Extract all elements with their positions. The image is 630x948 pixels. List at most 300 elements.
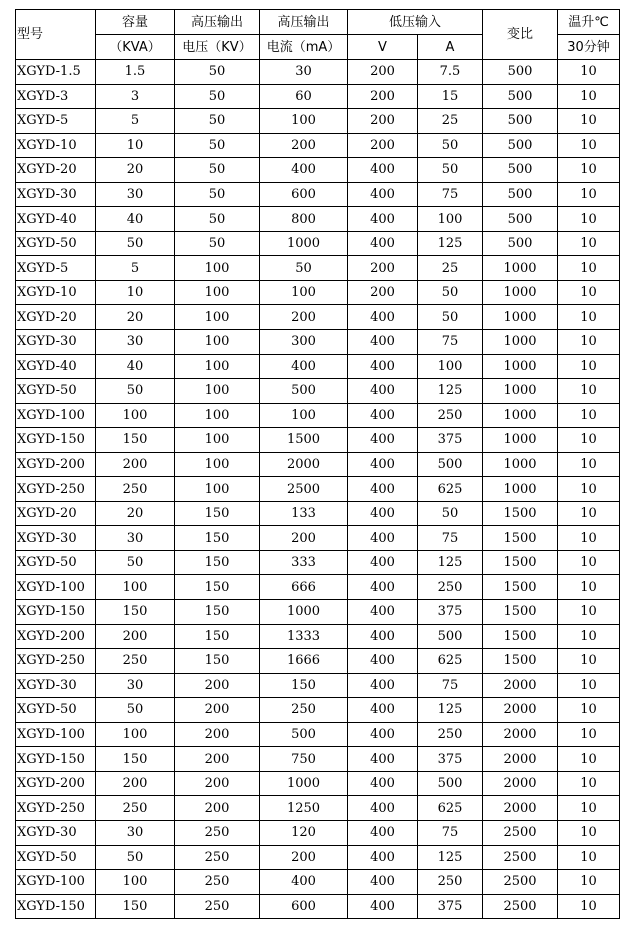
table-row	[16, 894, 620, 919]
cell-hv-current: 200	[260, 133, 348, 158]
cell-hv-voltage: 100	[175, 305, 260, 330]
cell-model: XGYD-20	[16, 158, 96, 183]
cell-model: XGYD-200	[16, 452, 96, 477]
cell-lv-current: 50	[418, 501, 483, 526]
cell-model: XGYD-10	[16, 133, 96, 158]
cell-ratio: 1000	[483, 256, 558, 281]
cell-hv-voltage: 150	[175, 501, 260, 526]
cell-ratio: 2000	[483, 771, 558, 796]
cell-ratio: 500	[483, 231, 558, 256]
cell-temp-rise: 10	[558, 477, 620, 502]
cell-lv-current: 375	[418, 428, 483, 453]
cell-ratio: 1000	[483, 354, 558, 379]
cell-temp-rise: 10	[558, 207, 620, 232]
cell-hv-voltage: 150	[175, 550, 260, 575]
table-row	[16, 403, 620, 428]
cell-hv-voltage: 250	[175, 870, 260, 895]
header-hv-output-voltage: 高压输出	[175, 10, 260, 35]
cell-hv-current: 200	[260, 305, 348, 330]
cell-hv-voltage: 250	[175, 820, 260, 845]
table-row	[16, 771, 620, 796]
table-row	[16, 428, 620, 453]
table-body	[16, 60, 620, 919]
cell-lv-voltage: 400	[348, 428, 418, 453]
header-hv-voltage-unit: 电压（KV）	[175, 35, 260, 60]
cell-lv-voltage: 400	[348, 894, 418, 919]
cell-hv-current: 1500	[260, 428, 348, 453]
table-row	[16, 477, 620, 502]
table-row	[16, 452, 620, 477]
cell-temp-rise: 10	[558, 280, 620, 305]
cell-temp-rise: 10	[558, 305, 620, 330]
cell-hv-voltage: 150	[175, 624, 260, 649]
cell-lv-current: 250	[418, 722, 483, 747]
table-row	[16, 60, 620, 85]
cell-model: XGYD-20	[16, 501, 96, 526]
table-row	[16, 231, 620, 256]
cell-hv-voltage: 200	[175, 771, 260, 796]
cell-temp-rise: 10	[558, 649, 620, 674]
cell-model: XGYD-50	[16, 698, 96, 723]
table-row	[16, 796, 620, 821]
cell-ratio: 1000	[483, 330, 558, 355]
cell-model: XGYD-30	[16, 820, 96, 845]
cell-lv-current: 125	[418, 845, 483, 870]
cell-lv-voltage: 400	[348, 452, 418, 477]
cell-capacity: 30	[96, 330, 175, 355]
cell-lv-voltage: 200	[348, 133, 418, 158]
cell-ratio: 2000	[483, 722, 558, 747]
cell-hv-current: 333	[260, 550, 348, 575]
cell-lv-current: 15	[418, 84, 483, 109]
cell-capacity: 200	[96, 624, 175, 649]
cell-hv-current: 100	[260, 280, 348, 305]
cell-hv-voltage: 50	[175, 231, 260, 256]
cell-capacity: 50	[96, 698, 175, 723]
cell-hv-current: 2000	[260, 452, 348, 477]
cell-capacity: 150	[96, 428, 175, 453]
cell-lv-voltage: 400	[348, 354, 418, 379]
cell-model: XGYD-150	[16, 747, 96, 772]
cell-ratio: 500	[483, 84, 558, 109]
cell-ratio: 500	[483, 207, 558, 232]
header-temp-rise: 温升℃	[558, 10, 620, 35]
cell-capacity: 250	[96, 796, 175, 821]
cell-capacity: 20	[96, 501, 175, 526]
cell-ratio: 1000	[483, 403, 558, 428]
cell-capacity: 10	[96, 280, 175, 305]
cell-hv-voltage: 200	[175, 698, 260, 723]
table-row	[16, 305, 620, 330]
cell-model: XGYD-50	[16, 379, 96, 404]
cell-lv-voltage: 400	[348, 330, 418, 355]
cell-hv-current: 666	[260, 575, 348, 600]
cell-lv-voltage: 400	[348, 698, 418, 723]
cell-hv-voltage: 100	[175, 379, 260, 404]
table-row	[16, 84, 620, 109]
cell-ratio: 1500	[483, 649, 558, 674]
cell-lv-current: 7.5	[418, 60, 483, 85]
cell-hv-current: 800	[260, 207, 348, 232]
cell-hv-voltage: 50	[175, 158, 260, 183]
cell-hv-current: 600	[260, 182, 348, 207]
cell-lv-voltage: 400	[348, 649, 418, 674]
cell-temp-rise: 10	[558, 575, 620, 600]
cell-hv-current: 133	[260, 501, 348, 526]
cell-hv-current: 2500	[260, 477, 348, 502]
table-row	[16, 624, 620, 649]
cell-hv-voltage: 250	[175, 845, 260, 870]
cell-capacity: 200	[96, 452, 175, 477]
cell-capacity: 100	[96, 575, 175, 600]
cell-hv-current: 100	[260, 109, 348, 134]
cell-ratio: 500	[483, 133, 558, 158]
cell-lv-current: 250	[418, 575, 483, 600]
table-row	[16, 256, 620, 281]
cell-hv-current: 100	[260, 403, 348, 428]
cell-hv-voltage: 50	[175, 109, 260, 134]
cell-lv-current: 75	[418, 330, 483, 355]
cell-hv-current: 120	[260, 820, 348, 845]
cell-ratio: 1500	[483, 526, 558, 551]
cell-ratio: 500	[483, 60, 558, 85]
cell-lv-current: 125	[418, 550, 483, 575]
table-row	[16, 133, 620, 158]
cell-lv-voltage: 400	[348, 182, 418, 207]
cell-lv-voltage: 400	[348, 550, 418, 575]
table-row	[16, 747, 620, 772]
cell-capacity: 30	[96, 673, 175, 698]
cell-lv-voltage: 200	[348, 256, 418, 281]
transformer-spec-table	[15, 9, 620, 919]
cell-model: XGYD-30	[16, 673, 96, 698]
cell-lv-current: 500	[418, 624, 483, 649]
cell-model: XGYD-200	[16, 624, 96, 649]
cell-lv-current: 125	[418, 379, 483, 404]
cell-lv-voltage: 200	[348, 109, 418, 134]
table-row	[16, 649, 620, 674]
cell-capacity: 100	[96, 722, 175, 747]
cell-temp-rise: 10	[558, 771, 620, 796]
cell-lv-voltage: 400	[348, 477, 418, 502]
cell-lv-current: 500	[418, 452, 483, 477]
cell-hv-current: 1333	[260, 624, 348, 649]
cell-lv-current: 100	[418, 207, 483, 232]
cell-model: XGYD-30	[16, 330, 96, 355]
cell-lv-current: 125	[418, 698, 483, 723]
cell-hv-voltage: 200	[175, 796, 260, 821]
cell-hv-current: 1666	[260, 649, 348, 674]
cell-lv-current: 375	[418, 894, 483, 919]
cell-hv-current: 400	[260, 870, 348, 895]
cell-capacity: 30	[96, 820, 175, 845]
cell-ratio: 1500	[483, 575, 558, 600]
cell-hv-current: 300	[260, 330, 348, 355]
table-row	[16, 182, 620, 207]
cell-ratio: 500	[483, 109, 558, 134]
cell-temp-rise: 10	[558, 158, 620, 183]
cell-lv-voltage: 200	[348, 280, 418, 305]
table-row	[16, 158, 620, 183]
cell-hv-current: 500	[260, 722, 348, 747]
table-row	[16, 698, 620, 723]
cell-lv-voltage: 400	[348, 722, 418, 747]
cell-capacity: 40	[96, 354, 175, 379]
cell-temp-rise: 10	[558, 109, 620, 134]
cell-lv-current: 25	[418, 256, 483, 281]
cell-hv-voltage: 150	[175, 526, 260, 551]
cell-temp-rise: 10	[558, 845, 620, 870]
cell-hv-voltage: 200	[175, 722, 260, 747]
cell-capacity: 5	[96, 109, 175, 134]
cell-lv-voltage: 400	[348, 796, 418, 821]
cell-ratio: 1000	[483, 305, 558, 330]
cell-lv-current: 25	[418, 109, 483, 134]
table-row	[16, 109, 620, 134]
cell-hv-voltage: 100	[175, 354, 260, 379]
cell-model: XGYD-150	[16, 894, 96, 919]
cell-capacity: 30	[96, 526, 175, 551]
cell-lv-current: 250	[418, 403, 483, 428]
cell-temp-rise: 10	[558, 820, 620, 845]
cell-hv-voltage: 100	[175, 256, 260, 281]
cell-lv-voltage: 400	[348, 771, 418, 796]
cell-ratio: 1000	[483, 280, 558, 305]
cell-lv-current: 500	[418, 771, 483, 796]
cell-ratio: 2000	[483, 698, 558, 723]
cell-capacity: 50	[96, 845, 175, 870]
table-row	[16, 600, 620, 625]
cell-model: XGYD-30	[16, 182, 96, 207]
cell-lv-voltage: 400	[348, 747, 418, 772]
table-row	[16, 575, 620, 600]
table-row	[16, 280, 620, 305]
cell-ratio: 1500	[483, 624, 558, 649]
cell-model: XGYD-100	[16, 722, 96, 747]
cell-hv-voltage: 50	[175, 84, 260, 109]
cell-temp-rise: 10	[558, 722, 620, 747]
cell-hv-current: 400	[260, 354, 348, 379]
cell-temp-rise: 10	[558, 501, 620, 526]
cell-hv-voltage: 100	[175, 403, 260, 428]
cell-lv-current: 50	[418, 133, 483, 158]
cell-hv-current: 400	[260, 158, 348, 183]
cell-hv-current: 200	[260, 845, 348, 870]
cell-capacity: 200	[96, 771, 175, 796]
cell-model: XGYD-150	[16, 600, 96, 625]
cell-hv-voltage: 100	[175, 330, 260, 355]
cell-ratio: 1000	[483, 428, 558, 453]
cell-hv-voltage: 250	[175, 894, 260, 919]
cell-lv-current: 50	[418, 280, 483, 305]
cell-ratio: 2000	[483, 673, 558, 698]
table-row	[16, 722, 620, 747]
cell-hv-voltage: 100	[175, 428, 260, 453]
cell-hv-voltage: 150	[175, 575, 260, 600]
cell-hv-current: 1250	[260, 796, 348, 821]
cell-hv-voltage: 150	[175, 600, 260, 625]
table-row	[16, 379, 620, 404]
cell-hv-current: 750	[260, 747, 348, 772]
cell-ratio: 500	[483, 182, 558, 207]
header-hv-output-current: 高压输出	[260, 10, 348, 35]
cell-capacity: 10	[96, 133, 175, 158]
cell-lv-current: 625	[418, 796, 483, 821]
table-header	[16, 10, 620, 60]
cell-capacity: 30	[96, 182, 175, 207]
cell-hv-current: 60	[260, 84, 348, 109]
cell-hv-voltage: 100	[175, 280, 260, 305]
cell-ratio: 2000	[483, 747, 558, 772]
cell-temp-rise: 10	[558, 231, 620, 256]
cell-lv-voltage: 400	[348, 845, 418, 870]
cell-lv-voltage: 400	[348, 600, 418, 625]
cell-model: XGYD-3	[16, 84, 96, 109]
table-row	[16, 870, 620, 895]
cell-capacity: 50	[96, 231, 175, 256]
cell-lv-voltage: 400	[348, 624, 418, 649]
cell-model: XGYD-10	[16, 280, 96, 305]
cell-capacity: 100	[96, 870, 175, 895]
cell-lv-voltage: 400	[348, 379, 418, 404]
cell-ratio: 1000	[483, 379, 558, 404]
cell-capacity: 3	[96, 84, 175, 109]
cell-ratio: 2500	[483, 894, 558, 919]
cell-hv-voltage: 150	[175, 649, 260, 674]
cell-temp-rise: 10	[558, 747, 620, 772]
cell-capacity: 20	[96, 158, 175, 183]
cell-ratio: 500	[483, 158, 558, 183]
cell-lv-voltage: 400	[348, 870, 418, 895]
cell-lv-current: 625	[418, 477, 483, 502]
cell-model: XGYD-20	[16, 305, 96, 330]
cell-hv-voltage: 100	[175, 477, 260, 502]
cell-capacity: 150	[96, 600, 175, 625]
cell-hv-voltage: 50	[175, 207, 260, 232]
cell-lv-current: 375	[418, 600, 483, 625]
cell-lv-current: 250	[418, 870, 483, 895]
cell-lv-voltage: 400	[348, 231, 418, 256]
cell-lv-current: 50	[418, 158, 483, 183]
cell-model: XGYD-40	[16, 207, 96, 232]
cell-hv-voltage: 50	[175, 133, 260, 158]
cell-model: XGYD-30	[16, 526, 96, 551]
cell-temp-rise: 10	[558, 550, 620, 575]
cell-temp-rise: 10	[558, 452, 620, 477]
cell-lv-current: 75	[418, 526, 483, 551]
cell-lv-current: 100	[418, 354, 483, 379]
cell-temp-rise: 10	[558, 624, 620, 649]
cell-ratio: 1500	[483, 501, 558, 526]
cell-lv-voltage: 400	[348, 526, 418, 551]
table-row	[16, 845, 620, 870]
cell-capacity: 250	[96, 477, 175, 502]
cell-model: XGYD-40	[16, 354, 96, 379]
table-row	[16, 330, 620, 355]
cell-hv-voltage: 50	[175, 182, 260, 207]
cell-hv-current: 1000	[260, 600, 348, 625]
cell-model: XGYD-250	[16, 649, 96, 674]
cell-model: XGYD-1.5	[16, 60, 96, 85]
cell-temp-rise: 10	[558, 330, 620, 355]
cell-lv-current: 75	[418, 182, 483, 207]
cell-temp-rise: 10	[558, 796, 620, 821]
cell-hv-current: 500	[260, 379, 348, 404]
cell-capacity: 250	[96, 649, 175, 674]
cell-temp-rise: 10	[558, 379, 620, 404]
cell-temp-rise: 10	[558, 403, 620, 428]
cell-capacity: 150	[96, 894, 175, 919]
cell-model: XGYD-250	[16, 796, 96, 821]
cell-lv-voltage: 400	[348, 673, 418, 698]
cell-model: XGYD-150	[16, 428, 96, 453]
cell-hv-voltage: 100	[175, 452, 260, 477]
cell-hv-current: 1000	[260, 771, 348, 796]
header-capacity: 容量	[96, 10, 175, 35]
cell-ratio: 2500	[483, 820, 558, 845]
table-row	[16, 673, 620, 698]
cell-temp-rise: 10	[558, 133, 620, 158]
cell-model: XGYD-100	[16, 575, 96, 600]
table-row	[16, 501, 620, 526]
table-row	[16, 820, 620, 845]
cell-lv-voltage: 200	[348, 84, 418, 109]
cell-lv-voltage: 400	[348, 305, 418, 330]
cell-ratio: 2500	[483, 845, 558, 870]
cell-temp-rise: 10	[558, 60, 620, 85]
cell-temp-rise: 10	[558, 870, 620, 895]
cell-lv-current: 75	[418, 820, 483, 845]
cell-lv-current: 125	[418, 231, 483, 256]
cell-temp-rise: 10	[558, 600, 620, 625]
header-model: 型号	[16, 10, 96, 60]
cell-ratio: 2500	[483, 870, 558, 895]
cell-lv-current: 50	[418, 305, 483, 330]
cell-ratio: 1500	[483, 550, 558, 575]
cell-hv-current: 1000	[260, 231, 348, 256]
cell-hv-voltage: 50	[175, 60, 260, 85]
cell-capacity: 50	[96, 550, 175, 575]
header-ratio: 变比	[483, 10, 558, 60]
header-temp-time: 30分钟	[558, 35, 620, 60]
cell-ratio: 2000	[483, 796, 558, 821]
cell-lv-current: 625	[418, 649, 483, 674]
cell-model: XGYD-5	[16, 109, 96, 134]
header-lv-v: V	[348, 35, 418, 60]
cell-ratio: 1000	[483, 477, 558, 502]
header-capacity-unit: （KVA）	[96, 35, 175, 60]
cell-lv-voltage: 400	[348, 501, 418, 526]
cell-capacity: 1.5	[96, 60, 175, 85]
cell-hv-current: 30	[260, 60, 348, 85]
cell-model: XGYD-250	[16, 477, 96, 502]
cell-lv-voltage: 400	[348, 158, 418, 183]
cell-hv-current: 150	[260, 673, 348, 698]
cell-model: XGYD-200	[16, 771, 96, 796]
cell-ratio: 1500	[483, 600, 558, 625]
cell-capacity: 50	[96, 379, 175, 404]
cell-hv-current: 50	[260, 256, 348, 281]
cell-hv-current: 200	[260, 526, 348, 551]
cell-temp-rise: 10	[558, 256, 620, 281]
cell-temp-rise: 10	[558, 526, 620, 551]
cell-temp-rise: 10	[558, 428, 620, 453]
cell-temp-rise: 10	[558, 84, 620, 109]
cell-model: XGYD-100	[16, 870, 96, 895]
cell-model: XGYD-50	[16, 231, 96, 256]
cell-temp-rise: 10	[558, 894, 620, 919]
cell-capacity: 100	[96, 403, 175, 428]
